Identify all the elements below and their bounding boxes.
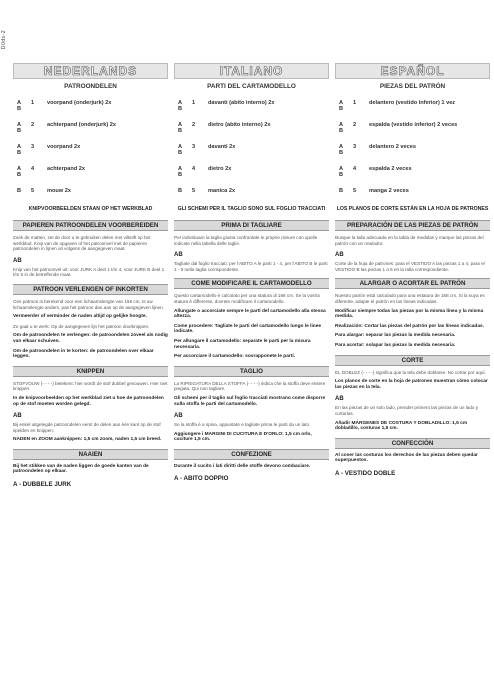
language-header: ESPAÑOL: [335, 63, 490, 79]
piece-number: 3: [31, 144, 35, 150]
piece-description: voorpand (onderjurk) 2x: [47, 100, 112, 106]
language-header: ITALIANO: [174, 63, 329, 79]
piece-letters: A B: [339, 122, 344, 134]
piece-description: davanti 2x: [208, 144, 236, 150]
section-paragraph: AB: [174, 413, 183, 420]
pattern-piece-row: [339, 166, 490, 178]
piece-letters: A B: [339, 166, 344, 178]
section-paragraph: Om de patroondelen te verlengen: de patroondelen zoveel als nodig van elkaar schuiven.: [13, 333, 168, 344]
piece-letters: A B: [17, 100, 22, 112]
section-paragraph: A - DUBBELE JURK: [13, 481, 72, 489]
section-header: CONFEZIONE: [174, 449, 329, 460]
section-paragraph: Corte de la hoja de patrones: para el VESTIDO A las piezas 1 a 4, para el VESTIDO B las piezas 1 a 5 en la talla correspondiente.: [335, 261, 485, 272]
section-paragraph: Los planos de corte en la hoja de patrones muestran cómo colocar las piezas en la tela.: [335, 379, 488, 390]
section-paragraph: Allungate o accorciate sempre le parti del cartamodello alla stessa altezza.: [174, 308, 326, 320]
piece-letters: A B: [17, 144, 22, 156]
section-header: PRIMA DI TAGLIARE: [174, 220, 329, 231]
piece-description: espalda (vestido inferior) 2 veces: [369, 122, 458, 128]
section-paragraph: Aggiungere i MARGINI DI CUCITURA E D'ORLO: 1,5 cm orlo, cuciture 1,5 cm.: [174, 431, 312, 443]
pattern-piece-row: [17, 188, 168, 194]
section-header: PREPARACIÓN DE LAS PIEZAS DE PATRÓN: [335, 220, 490, 231]
piece-description: achterpand 2x: [47, 166, 85, 172]
section-paragraph: Zo gaat u te werk: Op de aangegeven lijn het patroon doorknippen.: [13, 323, 150, 329]
section-paragraph: Knip van het patroonvel uit: voor JURK A deel 1 t/m 4, voor JURK B deel 1 t/m 5 in de betreffende maat.: [13, 266, 165, 278]
section-paragraph: Se la stoffa è a spina, appuntate e tagliate prima le parti da un lato.: [174, 422, 311, 428]
section-header: ALARGAR O ACORTAR EL PATRÓN: [335, 278, 490, 289]
side-page-code: D0ds-2: [1, 30, 7, 50]
section-paragraph: Modificar siempre todas las piezas por la misma línea y la misma medida.: [335, 308, 484, 320]
piece-number: 1: [192, 100, 196, 106]
section-paragraph: Vermeerder of verminder de naden altijd op gelijke hoogte.: [13, 314, 147, 320]
piece-description: dietro (abito interno) 2x: [208, 122, 271, 128]
section-paragraph: AB: [174, 252, 183, 259]
section-header: CONFECCIÓN: [335, 438, 490, 449]
pattern-piece-row: [178, 166, 329, 178]
piece-description: manga 2 veces: [369, 188, 409, 194]
section-header: PAPIEREN PATROONDELEN VOORBEREIDEN: [13, 220, 168, 231]
section-paragraph: In de knipvoorbeelden op het werkblad ziet u hoe de patroondelen op de stof moeten worden gelegd.: [13, 395, 164, 407]
section-paragraph: Bij het stikken van de naden liggen de goede kanten van de patroondelen op elkaar.: [13, 463, 149, 475]
section-paragraph: Tagliate dal foglio tracciati: per l'ABITO A le parti 1 - 4, per l'ABITO B le parti 1 - 5 nella taglia corrispondente.: [174, 261, 328, 272]
pattern-piece-row: [17, 122, 168, 134]
section-paragraph: Al coser las costuras los derechos de las piezas deben quedar superpuestos.: [335, 452, 478, 464]
piece-number: 4: [31, 166, 35, 172]
section-paragraph: Busque la talla adecuada en la tabla de medidas y marque las piezas del patrón con un rotulador.: [335, 235, 484, 246]
piece-number: 5: [353, 188, 357, 194]
piece-description: dietro 2x: [208, 166, 232, 172]
section-paragraph: Para alargar: separar las piezas la medida necesaria.: [335, 333, 456, 339]
piece-number: 1: [31, 100, 35, 106]
section-header: NAAIEN: [13, 449, 168, 460]
language-header: NEDERLANDS: [13, 63, 168, 79]
language-columns: [13, 0, 491, 699]
piece-number: 3: [192, 144, 196, 150]
section-paragraph: Per individuare la taglia giusta confrontate le proprie misure con quelle indicate nella tabella delle taglie.: [174, 235, 318, 246]
pattern-piece-row: [339, 144, 490, 156]
piece-description: mouw 2x: [47, 188, 71, 194]
pattern-pieces-title: PARTI DEL CARTAMODELLO: [207, 83, 296, 90]
piece-letters: B: [339, 188, 344, 194]
piece-letters: A B: [17, 122, 22, 134]
piece-description: voorpand 2x: [47, 144, 81, 150]
cutting-layout-note: GLI SCHEMI PER IL TAGLIO SONO SUL FOGLIO TRACCIATI: [177, 206, 326, 212]
piece-number: 2: [31, 122, 35, 128]
section-paragraph: AB: [335, 252, 344, 259]
section-paragraph: Gli schemi per il taglio sul foglio tracciati mostrano come disporre sulla stoffa le parti del cartamodello.: [174, 395, 326, 407]
section-paragraph: Durante il cucito i lati diritti delle stoffe devono combaciare.: [174, 463, 311, 469]
piece-description: achterpand (onderjurk) 2x: [47, 122, 117, 128]
piece-number: 3: [353, 144, 357, 150]
piece-number: 5: [31, 188, 35, 194]
section-paragraph: A - ABITO DOPPIO: [174, 475, 229, 483]
piece-description: espalda 2 veces: [369, 166, 412, 172]
piece-number: 1: [353, 100, 357, 106]
piece-number: 5: [192, 188, 196, 194]
pattern-piece-row: [17, 166, 168, 178]
section-paragraph: Nuestro patrón está calculado para una estatura de 168 cm. Si la suya es diferente, adapte el patrón en las líneas indicadas.: [335, 293, 485, 304]
piece-letters: A B: [178, 144, 183, 156]
pattern-piece-row: [178, 122, 329, 134]
section-paragraph: STOFVOUW (- - - -) betekent: hier wordt de stof dubbel gevouwen. Hier niet knippen.: [13, 380, 168, 392]
section-paragraph: En las piezas de un solo lado, prender primero las piezas de un lado y cortarlas.: [335, 405, 479, 416]
section-paragraph: Zoek de matten, zet de door u te gebruiken delen met viltstift op het werkblad. Knip van de opgaven of het patroonvel met de papieren patroondelen in lijnen uit volgens de aangegeven maat.: [13, 235, 151, 252]
pattern-pieces-title: PATROONDELEN: [64, 83, 117, 90]
piece-description: delantero 2 veces: [369, 144, 416, 150]
section-paragraph: NADEN en ZOOM aanknippen: 1,5 cm zoom, naden 1,5 cm breed.: [13, 437, 162, 443]
language-column: [13, 0, 168, 699]
section-header: TAGLIO: [174, 366, 329, 377]
section-header: PATROON VERLENGEN OF INKORTEN: [13, 284, 168, 295]
piece-number: 4: [192, 166, 196, 172]
piece-letters: A B: [178, 100, 183, 112]
piece-letters: A B: [178, 122, 183, 134]
piece-description: manica 2x: [208, 188, 236, 194]
pattern-piece-row: [339, 100, 490, 112]
pattern-piece-row: [17, 144, 168, 156]
section-paragraph: AB: [335, 396, 344, 403]
pattern-piece-row: [178, 144, 329, 156]
language-column: [335, 0, 490, 699]
section-paragraph: La RIPIEGATURA DELLA STOFFA (- - - -) indica che la stoffa deve essere piegata. Qui non tagliare.: [174, 380, 326, 392]
section-paragraph: Questo cartamodello è calcolato per una statura di 168 cm. Se la vostra statura è differente, dovrete modificare il cartamodello.: [174, 293, 320, 304]
pattern-piece-row: [178, 100, 329, 112]
section-paragraph: EL DOBLEZ (- - - -) significa que la tela debe doblarse. No cortar por aquí.: [335, 369, 486, 375]
pattern-piece-row: [178, 188, 329, 194]
section-paragraph: Añadir MÁRGENES DE COSTURA Y DOBLADILLO: 1,5 cm dobladillo, costuras 1,5 cm.: [335, 420, 468, 432]
piece-number: 2: [192, 122, 196, 128]
section-paragraph: AB: [13, 413, 22, 420]
piece-letters: A B: [178, 166, 183, 178]
cutting-layout-note: LOS PLANOS DE CORTE ESTÁN EN LA HOJA DE PATRONES: [336, 206, 489, 212]
piece-letters: B: [17, 188, 22, 194]
section-header: CORTE: [335, 355, 490, 366]
piece-letters: A B: [17, 166, 22, 178]
section-paragraph: Realización: Cortar las piezas del patrón por las líneas indicadas.: [335, 323, 485, 329]
section-paragraph: Per allungare il cartamodello: separate le parti per la misura necessaria.: [174, 338, 311, 350]
section-paragraph: Bij enkel uitgelegde patroondelen eerst de delen aan één kant op de stof spelden en knippen.: [13, 422, 161, 433]
section-header: COME MODIFICARE IL CARTAMODELLO: [174, 278, 329, 289]
piece-number: 4: [353, 166, 357, 172]
section-header: KNIPPEN: [13, 366, 168, 377]
piece-letters: A B: [339, 144, 344, 156]
piece-letters: A B: [339, 100, 344, 112]
cutting-layout-note: KNIPVOORBEELDEN STAAN OP HET WERKBLAD: [28, 206, 153, 212]
section-paragraph: Ons patroon is berekend voor een lichaamslengte van 168 cm. Is uw lichaamslengte anders, pas het patroon dan aan op de aangegeven lijnen.: [13, 298, 164, 310]
pattern-piece-row: [339, 122, 490, 134]
piece-description: delantero (vestido inferior) 1 vez: [369, 100, 456, 106]
section-paragraph: AB: [13, 257, 22, 264]
pattern-piece-row: [339, 188, 490, 194]
piece-number: 2: [353, 122, 357, 128]
piece-description: davanti (abito interno) 2x: [208, 100, 275, 106]
language-column: [174, 0, 329, 699]
section-paragraph: Om de patroondelen in te korten: de patroondelen over elkaar leggen.: [13, 348, 154, 360]
pattern-pieces-title: PIEZAS DEL PATRÓN: [379, 83, 446, 90]
section-paragraph: Para acortar: solapar las piezas la medida necesaria.: [335, 342, 456, 348]
section-paragraph: A - VESTIDO DOBLE: [335, 469, 396, 477]
section-paragraph: Per accorciare il cartamodello: sovrapponete le parti.: [174, 354, 296, 360]
section-paragraph: Come procedere: Tagliate le parti del cartamodello lungo le linee indicate.: [174, 323, 322, 335]
piece-letters: B: [178, 188, 183, 194]
instruction-page: [13, 0, 491, 699]
pattern-piece-row: [17, 100, 168, 112]
